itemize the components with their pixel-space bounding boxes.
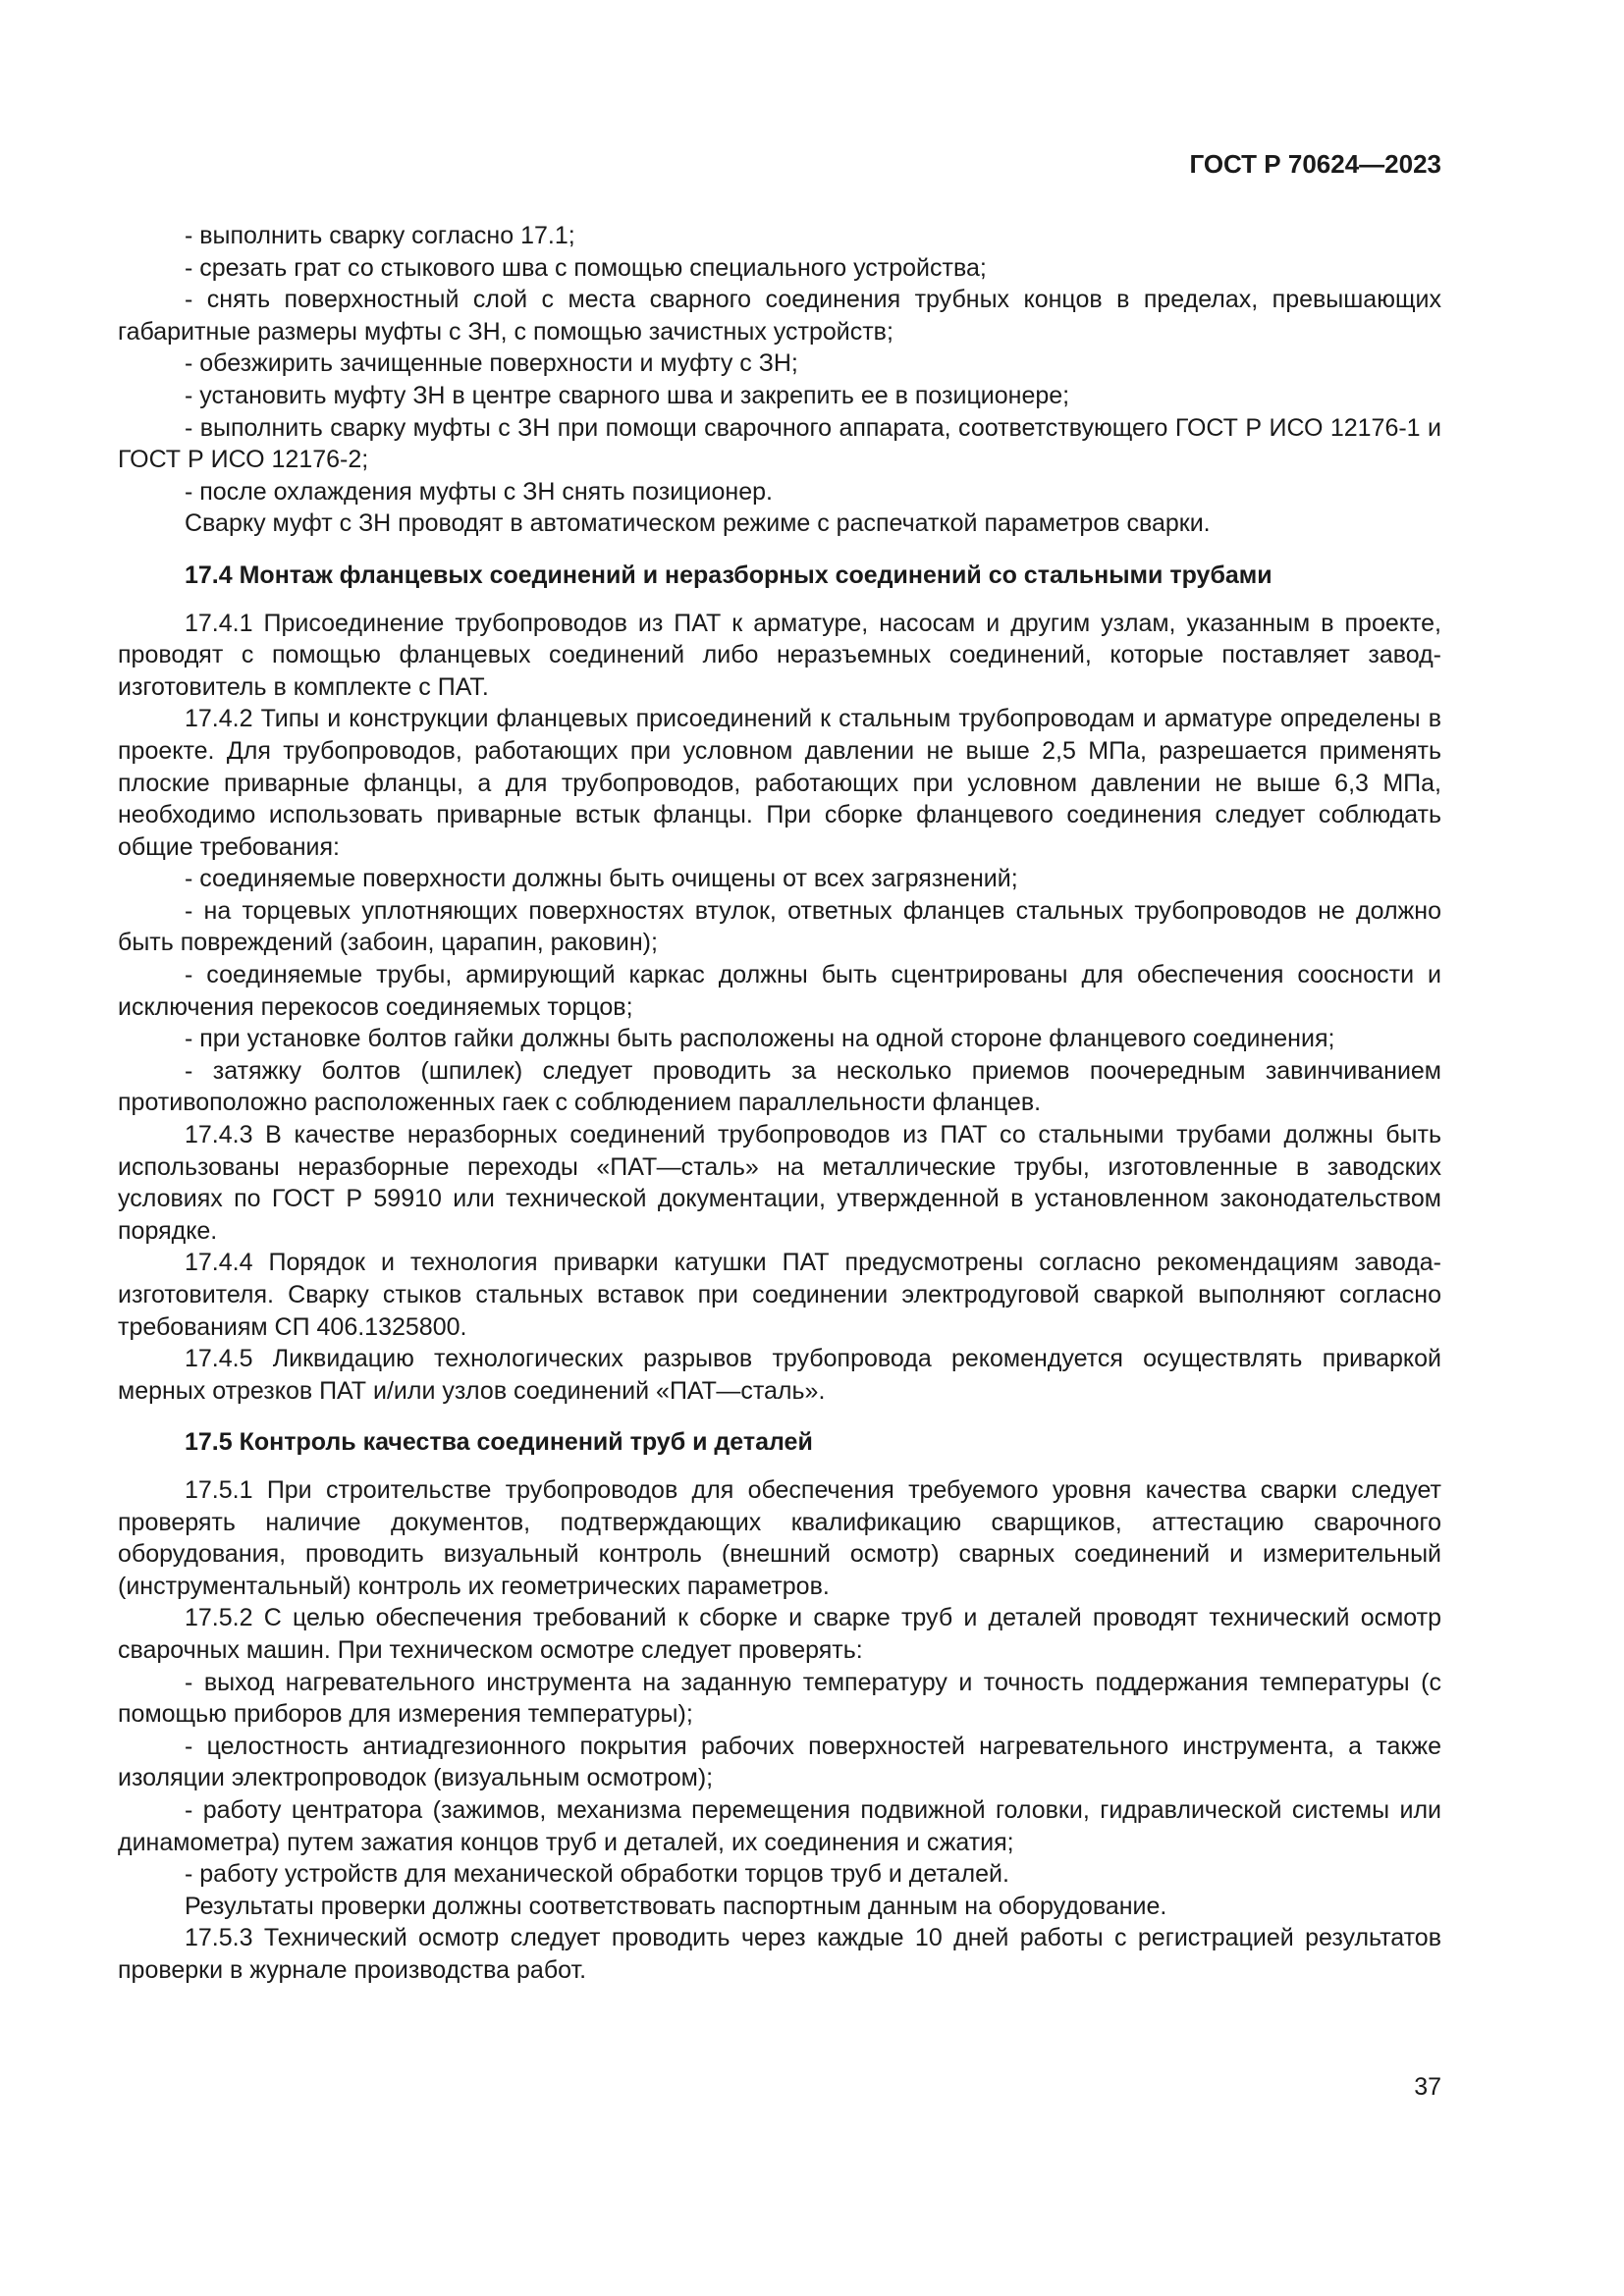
section-heading: 17.5 Контроль качества соединений труб и деталей	[185, 1428, 813, 1457]
paragraph: Сварку муфт с ЗН проводят в автоматическом режиме с распечаткой параметров сварки.	[185, 509, 1211, 538]
paragraph: - соединяемые поверхности должны быть очищены от всех загрязнений;	[185, 865, 1018, 893]
paragraph: - соединяемые трубы, армирующий каркас должны быть сцентрированы для обеспечения соосности и исключения перекосов соединяемых торцов;	[118, 961, 1441, 1021]
paragraph: 17.5.1 При строительстве трубопроводов для обеспечения требуемого уровня качества сварки следует проверять наличие документов, подтверждающих квалификацию сварщиков, аттестацию сварочного оборудования, проводить визуальный контроль (внешний осмотр) сварных соединений и измерительный (инструментальный) контроль их геометрических параметров.	[118, 1475, 1441, 1600]
paragraph: - целостность антиадгезионного покрытия рабочих поверхностей нагревательного инструмента, а также изоляции электропроводок (визуальным осмотром);	[118, 1732, 1441, 1792]
paragraph: - после охлаждения муфты с ЗН снять позиционер.	[185, 477, 773, 506]
document-header: ГОСТ Р 70624—2023	[1189, 149, 1441, 179]
document-body	[118, 220, 1441, 1986]
paragraph: - при установке болтов гайки должны быть расположены на одной стороне фланцевого соединения;	[185, 1025, 1335, 1053]
paragraph: 17.4.5 Ликвидацию технологических разрывов трубопровода рекомендуется осуществлять приваркой мерных отрезков ПАТ и/или узлов соединений «ПАТ—сталь».	[118, 1345, 1441, 1405]
paragraph: - выполнить сварку согласно 17.1;	[185, 222, 575, 249]
paragraph: - срезать грат со стыкового шва с помощью специального устройства;	[185, 253, 987, 282]
paragraph: Результаты проверки должны соответствовать паспортным данным на оборудование.	[185, 1892, 1167, 1920]
paragraph: - установить муфту ЗН в центре сварного шва и закрепить ее в позиционере;	[185, 381, 1070, 409]
paragraph: - выполнить сварку муфты с ЗН при помощи сварочного аппарата, соответствующего ГОСТ Р ИСО 12176-1 и ГОСТ Р ИСО 12176-2;	[118, 413, 1441, 474]
paragraph: 17.4.2 Типы и конструкции фланцевых присоединений к стальным трубопроводам и арматуре определены в проекте. Для трубопроводов, работающих при условном давлении не выше 2,5 МПа, разрешается применять плоские приварные фланцы, а для трубопроводов, работающих при условном давлении не выше 6,3 МПа, необходимо использовать приварные встык фланцы. При сборке фланцевого соединения следует соблюдать общие требования:	[118, 705, 1441, 861]
paragraph: 17.4.3 В качестве неразборных соединений трубопроводов из ПАТ со стальными трубами должны быть использованы неразборные переходы «ПАТ—сталь» на металлические трубы, изготовленные в заводских условиях по ГОСТ Р 59910 или технической документации, утвержденной в установленном законодательством порядке.	[118, 1121, 1441, 1245]
paragraph: - работу устройств для механической обработки торцов труб и деталей.	[185, 1860, 1009, 1889]
section-heading: 17.4 Монтаж фланцевых соединений и неразборных соединений со стальными трубами	[185, 561, 1272, 589]
paragraph: 17.4.1 Присоединение трубопроводов из ПАТ к арматуре, насосам и другим узлам, указанным в проекте, проводят с помощью фланцевых соединений либо неразъемных соединений, которые поставляет завод-изготовитель в комплекте с ПАТ.	[118, 609, 1441, 701]
paragraph: - обезжирить зачищенные поверхности и муфту с ЗН;	[185, 349, 798, 378]
paragraph: - на торцевых уплотняющих поверхностях втулок, ответных фланцев стальных трубопроводов не должно быть повреждений (забоин, царапин, раковин);	[118, 896, 1441, 957]
paragraph: - снять поверхностный слой с места сварного соединения трубных концов в пределах, превышающих габаритные размеры муфты с ЗН, с помощью зачистных устройств;	[118, 286, 1441, 346]
paragraph: - выход нагревательного инструмента на заданную температуру и точность поддержания температуры (с помощью приборов для измерения температуры);	[118, 1668, 1441, 1729]
page-number: 37	[1414, 2073, 1441, 2101]
paragraph: 17.5.2 С целью обеспечения требований к сборке и сварке труб и деталей проводят технический осмотр сварочных машин. При техническом осмотре следует проверять:	[118, 1604, 1441, 1664]
paragraph: - затяжку болтов (шпилек) следует проводить за несколько приемов поочередным завинчиванием противоположно расположенных гаек с соблюдением параллельности фланцев.	[118, 1056, 1441, 1117]
paragraph: 17.5.3 Технический осмотр следует проводить через каждые 10 дней работы с регистрацией результатов проверки в журнале производства работ.	[118, 1924, 1441, 1984]
paragraph: 17.4.4 Порядок и технология приварки катушки ПАТ предусмотрены согласно рекомендациям завода-изготовителя. Сварку стыков стальных вставок при соединении электродуговой сваркой выполняют согласно требованиям СП 406.1325800.	[118, 1249, 1441, 1341]
paragraph: - работу центратора (зажимов, механизма перемещения подвижной головки, гидравлической системы или динамометра) путем зажатия концов труб и деталей, их соединения и сжатия;	[118, 1795, 1441, 1856]
